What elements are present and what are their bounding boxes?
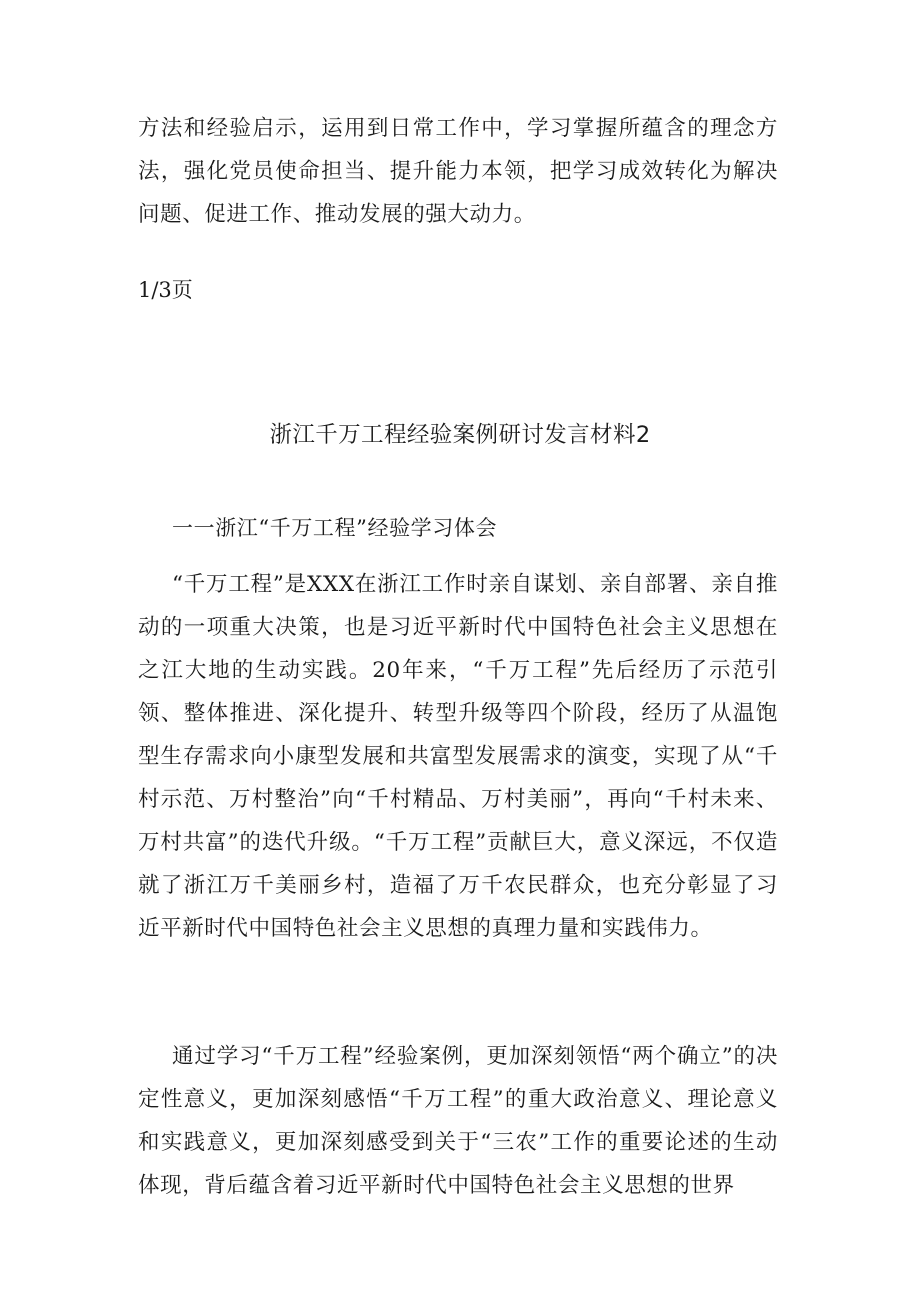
body-paragraph-2: 通过学习“千万工程”经验案例，更加深刻领悟“两个确立”的决定性意义，更加深刻感悟“千万工程”的重大政治意义、理论意义和实践意义，更加深刻感受到关于“三农”工作的重要论述的生动体现，背后蕴含着习近平新时代中国特色社会主义思想的世界 — [138, 1044, 778, 1198]
body-paragraph-1: “千万工程”是XXX在浙江工作时亲自谋划、亲自部署、亲自推动的一项重大决策，也是习近平新时代中国特色社会主义思想在之江大地的生动实践。20年来，“千万工程”先后经历了示范引领、整体推进、深化提升、转型升级等四个阶段，经历了从温饱型生存需求向小康型发展和共富型发展需求的演变，实现了从“千村示范、万村整治”向“千村精品、万村美丽”，再向“千村未来、万村共富”的迭代升级。“千万工程”贡献巨大，意义深远，不仅造就了浙江万千美丽乡村，造福了万千农民群众，也充分彰显了习近平新时代中国特色社会主义思想的真理力量和实践伟力。 — [138, 572, 778, 941]
document-title: 浙江千万工程经验案例研讨发言材料2 — [269, 422, 651, 448]
document-subtitle: 一一浙江“千万工程”经验学习体会 — [172, 516, 498, 540]
page-number: 1/3页 — [138, 278, 193, 302]
continued-paragraph: 方法和经验启示，运用到日常工作中，学习掌握所蕴含的理念方法，强化党员使命担当、提升能力本领，把学习成效转化为解决问题、促进工作、推动发展的强大动力。 — [138, 116, 778, 227]
